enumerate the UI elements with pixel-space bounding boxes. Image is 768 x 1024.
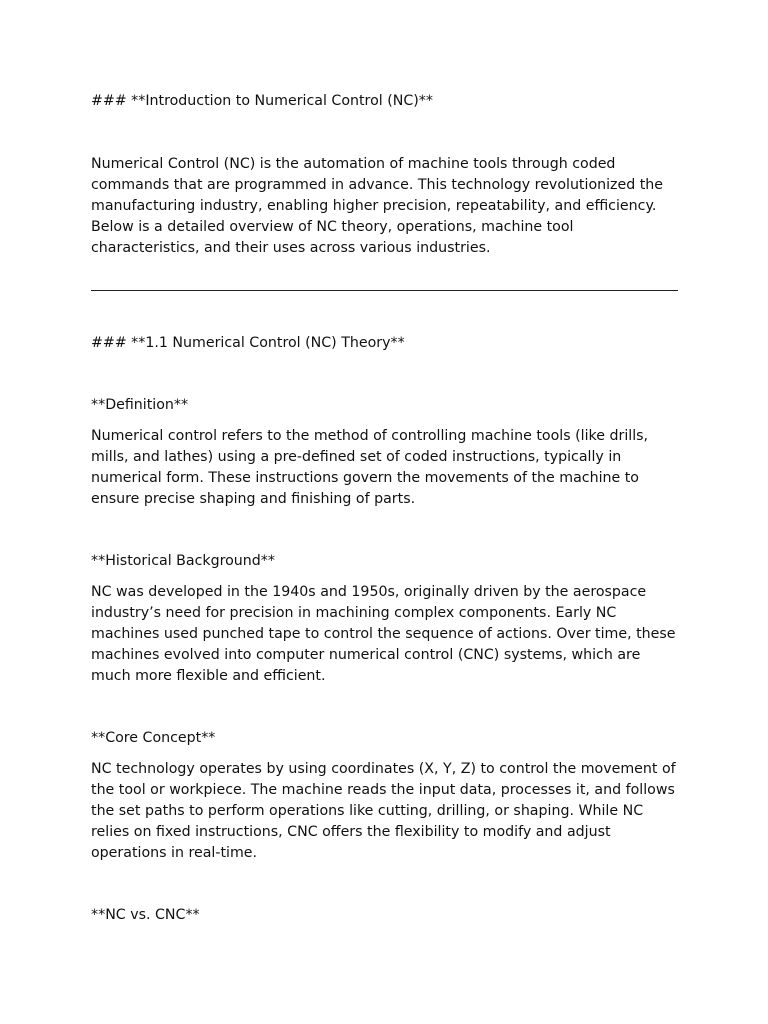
- history-paragraph: NC was developed in the 1940s and 1950s, originally driven by the aerospace industry’s need for precision in machining complex components. Early NC machines used punched tape to control the sequence of actions. Over time, these machines evolved into computer numerical control (CNC) systems, which are much more flexible and efficient.: [91, 584, 676, 684]
- horizontal-rule: [91, 290, 678, 291]
- section-heading: ### **1.1 Numerical Control (NC) Theory**: [91, 335, 405, 351]
- nc-vs-cnc-heading: **NC vs. CNC**: [91, 907, 200, 923]
- intro-paragraph: Numerical Control (NC) is the automation of machine tools through coded commands that are programmed in advance. This technology revolutionized the manufacturing industry, enabling higher precision, repeatability, and efficiency. Below is a detailed overview of NC theory, operations, machine tool characteristics, and their uses across various industries.: [91, 156, 664, 256]
- history-heading: **Historical Background**: [91, 553, 275, 569]
- definition-heading: **Definition**: [91, 397, 189, 413]
- core-concept-heading: **Core Concept**: [91, 730, 216, 746]
- document-title: ### **Introduction to Numerical Control (NC)**: [91, 93, 433, 109]
- definition-paragraph: Numerical control refers to the method of controlling machine tools (like drills, mills, and lathes) using a pre-defined set of coded instructions, typically in numerical form. These instructions govern the movements of the machine to ensure precise shaping and finishing of parts.: [91, 428, 649, 507]
- core-concept-paragraph: NC technology operates by using coordinates (X, Y, Z) to control the movement of the tool or workpiece. The machine reads the input data, processes it, and follows the set paths to perform operations like cutting, drilling, or shaping. While NC relies on fixed instructions, CNC offers the flexibility to modify and adjust operations in real-time.: [91, 761, 676, 861]
